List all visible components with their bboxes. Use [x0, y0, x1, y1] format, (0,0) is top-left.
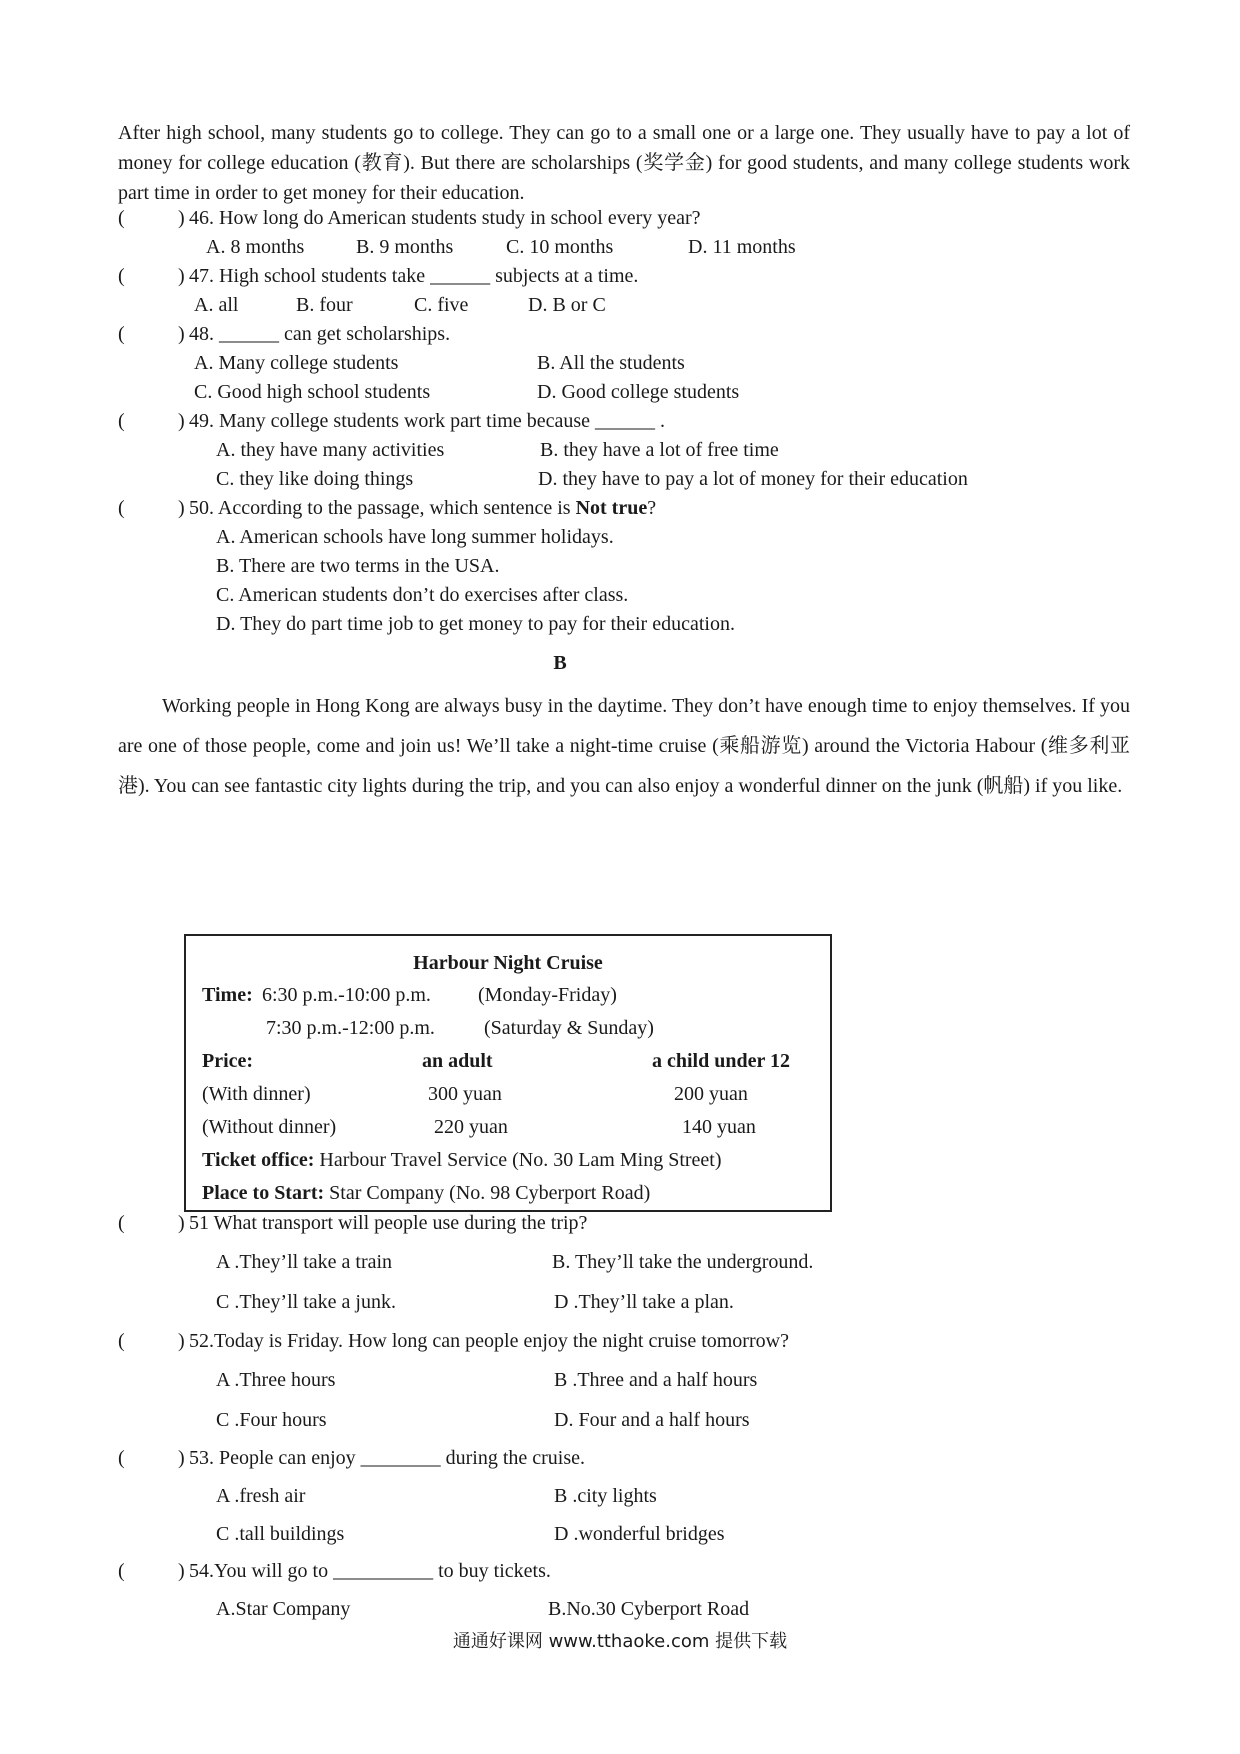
- option-53-b: B .city lights: [554, 1485, 657, 1507]
- option-49-c: C. they like doing things: [216, 468, 414, 490]
- start-place-line: [202, 1182, 650, 1205]
- row-with-dinner-label: (With dinner): [202, 1083, 311, 1105]
- option-46-d: D. 11 months: [688, 236, 796, 258]
- option-53-d: D .wonderful bridges: [554, 1523, 725, 1545]
- answer-paren-close: ): [178, 265, 185, 287]
- ticket-office-label: Ticket office:: [202, 1149, 315, 1171]
- page-footer: 通通好课网 www.tthaoke.com 提供下载: [452, 1631, 788, 1652]
- option-52-c: C .Four hours: [216, 1409, 327, 1431]
- option-49-d: D. they have to pay a lot of money for their education: [538, 468, 968, 490]
- option-51-d: D .They’ll take a plan.: [554, 1291, 734, 1313]
- cruise-title: Harbour Night Cruise: [413, 952, 603, 974]
- answer-paren-close: ): [178, 497, 185, 519]
- start-place-label: Place to Start:: [202, 1182, 325, 1204]
- row-without-dinner-adult: 220 yuan: [434, 1116, 508, 1138]
- answer-paren-close: ): [178, 207, 185, 229]
- option-48-b: B. All the students: [537, 352, 685, 374]
- question-50-bold: Not true: [575, 497, 648, 519]
- answer-paren-close: ): [178, 1447, 185, 1469]
- option-51-b: B. They’ll take the underground.: [552, 1251, 814, 1273]
- section-b-heading: B: [553, 652, 567, 674]
- option-47-d: D. B or C: [528, 294, 606, 316]
- question-49: 49. Many college students work part time because ______ .: [189, 410, 665, 432]
- ticket-office-line: [202, 1149, 722, 1172]
- option-51-a: A .They’ll take a train: [216, 1251, 393, 1273]
- option-54-a: A.Star Company: [216, 1598, 351, 1620]
- answer-paren-open: (: [118, 1212, 125, 1234]
- row-without-dinner-label: (Without dinner): [202, 1116, 337, 1138]
- answer-paren-close: ): [178, 410, 185, 432]
- option-53-a: A .fresh air: [216, 1485, 306, 1507]
- answer-paren-open: (: [118, 265, 125, 287]
- question-53: 53. People can enjoy ________ during the cruise.: [189, 1447, 586, 1469]
- ticket-office-value: Harbour Travel Service (No. 30 Lam Ming Street): [319, 1149, 722, 1171]
- start-place-value: Star Company (No. 98 Cyberport Road): [329, 1182, 651, 1204]
- option-50-a: A. American schools have long summer holidays.: [216, 526, 614, 548]
- option-53-c: C .tall buildings: [216, 1523, 345, 1545]
- option-54-b: B.No.30 Cyberport Road: [548, 1598, 750, 1620]
- question-50-text: 50. According to the passage, which sentence is: [189, 497, 576, 519]
- answer-paren-close: ): [178, 1330, 185, 1352]
- price-label: Price:: [202, 1050, 254, 1072]
- col-child: a child under 12: [652, 1050, 790, 1072]
- option-50-d: D. They do part time job to get money to pay for their education.: [216, 613, 735, 635]
- question-47: 47. High school students take ______ subjects at a time.: [189, 265, 639, 287]
- option-47-a: A. all: [194, 294, 239, 316]
- question-52: 52.Today is Friday. How long can people enjoy the night cruise tomorrow?: [189, 1330, 789, 1352]
- question-46: 46. How long do American students study in school every year?: [189, 207, 701, 229]
- answer-paren-close: ): [178, 1212, 185, 1234]
- answer-paren-open: (: [118, 497, 125, 519]
- option-48-c: C. Good high school students: [194, 381, 431, 403]
- answer-paren-open: (: [118, 323, 125, 345]
- answer-paren-close: ): [178, 1560, 185, 1582]
- answer-paren-open: (: [118, 1560, 125, 1582]
- answer-paren-open: (: [118, 1330, 125, 1352]
- option-46-c: C. 10 months: [506, 236, 614, 258]
- option-47-c: C. five: [414, 294, 469, 316]
- row-with-dinner-child: 200 yuan: [674, 1083, 748, 1105]
- option-50-b: B. There are two terms in the USA.: [216, 555, 500, 577]
- question-48: 48. ______ can get scholarships.: [189, 323, 451, 345]
- option-49-a: A. they have many activities: [216, 439, 445, 461]
- question-54: 54.You will go to __________ to buy tickets.: [189, 1560, 551, 1582]
- option-46-a: A. 8 months: [206, 236, 305, 258]
- question-50-end: ?: [647, 497, 657, 519]
- option-47-b: B. four: [296, 294, 353, 316]
- answer-paren-open: (: [118, 410, 125, 432]
- option-48-d: D. Good college students: [537, 381, 740, 403]
- time-weekend: 7:30 p.m.-12:00 p.m.: [266, 1017, 435, 1039]
- days-weekend: (Saturday & Sunday): [484, 1017, 654, 1039]
- question-50: [189, 497, 656, 520]
- option-46-b: B. 9 months: [356, 236, 454, 258]
- option-52-b: B .Three and a half hours: [554, 1369, 758, 1391]
- answer-paren-open: (: [118, 1447, 125, 1469]
- option-48-a: A. Many college students: [194, 352, 399, 374]
- time-weekday: 6:30 p.m.-10:00 p.m.: [262, 984, 431, 1006]
- option-52-a: A .Three hours: [216, 1369, 336, 1391]
- row-with-dinner-adult: 300 yuan: [428, 1083, 502, 1105]
- option-49-b: B. they have a lot of free time: [540, 439, 779, 461]
- answer-paren-open: (: [118, 207, 125, 229]
- row-without-dinner-child: 140 yuan: [682, 1116, 756, 1138]
- cruise-info-box: [184, 934, 832, 1212]
- answer-paren-close: ): [178, 323, 185, 345]
- option-52-d: D. Four and a half hours: [554, 1409, 750, 1431]
- time-label: Time:: [202, 984, 253, 1006]
- passage-b-text: Working people in Hong Kong are always busy in the daytime. They don’t have enough time to enjoy themselves. If you are one of those people, come and join us! We’ll take a night-time cruise (乘船游览) around the Victoria Habour (维多利亚港). You can see fantastic city lights during the trip, and you can also enjoy a wonderful dinner on the junk (帆船) if you like.: [118, 695, 1130, 797]
- question-51: 51 What transport will people use during the trip?: [189, 1212, 588, 1234]
- option-50-c: C. American students don’t do exercises after class.: [216, 584, 629, 606]
- option-51-c: C .They’ll take a junk.: [216, 1291, 396, 1313]
- passage-a-text: After high school, many students go to college. They can go to a small one or a large one. They usually have to pay a lot of money for college education (教育). But there are scholarships (奖学金) for good students, and many college students work part time in order to get money for their education.: [118, 122, 1130, 204]
- col-adult: an adult: [422, 1050, 493, 1072]
- days-weekday: (Monday-Friday): [478, 984, 617, 1006]
